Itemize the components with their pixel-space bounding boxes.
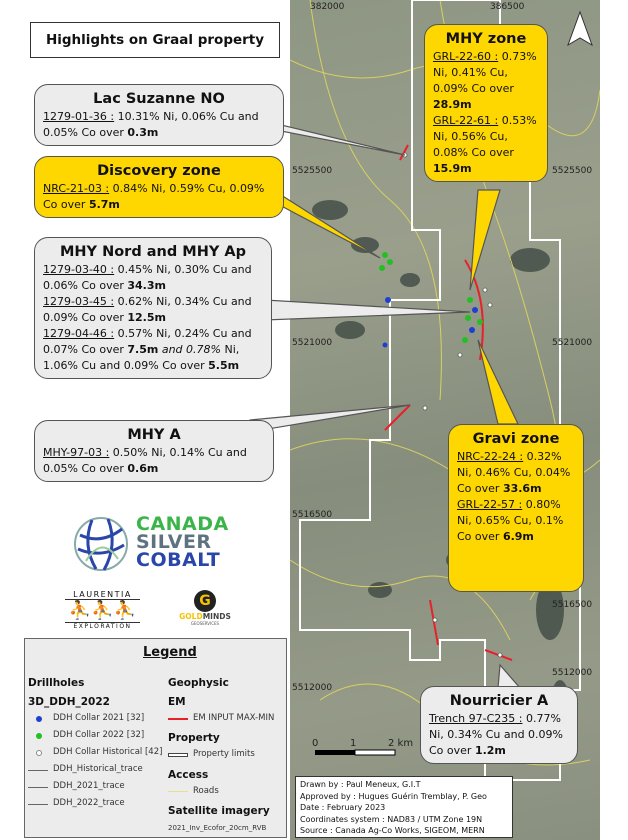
goldminds-icon: G	[194, 590, 216, 612]
interval: 0.6m	[127, 462, 159, 475]
hole-id: GRL-22-61 :	[433, 114, 499, 127]
coord-label: 5516500	[552, 600, 593, 610]
interval: 5.7m	[88, 198, 120, 211]
hole-id: Trench 97-C235 :	[429, 712, 523, 725]
callout-discovery-zone	[34, 156, 284, 218]
callout-mhy-a	[34, 420, 274, 482]
coord-label: 5525500	[552, 166, 593, 176]
trace-line-icon	[28, 787, 48, 788]
assay-text: 0.80% Ni, 0.65% Cu, 0.1% Co over	[457, 498, 564, 543]
collar-2021-icon	[36, 716, 42, 722]
assay-text: 0.84% Ni, 0.59% Cu, 0.09% Co over	[43, 182, 265, 211]
legend-item: EM INPUT MAX-MIN	[193, 713, 275, 723]
trace-line-icon	[28, 770, 48, 771]
coord-label: 5516500	[292, 510, 333, 520]
legend-item: 2021_Inv_Ecofor_20cm_RVB	[168, 824, 267, 832]
logo-text: GEOSERVICES	[190, 621, 220, 626]
coord-label: 382000	[310, 2, 345, 12]
legend-heading: Satellite imagery	[168, 805, 270, 817]
map-credits	[295, 776, 513, 838]
legend-heading: Drillholes	[28, 677, 85, 689]
callout-title: Lac Suzanne NO	[93, 91, 225, 107]
assay-text: 0.73% Ni, 0.41% Cu, 0.09% Co over	[433, 50, 537, 95]
scale-label: 0	[312, 738, 319, 749]
interval: 1.2m	[474, 744, 506, 757]
legend-heading: EM	[168, 696, 186, 708]
callout-title: Discovery zone	[97, 163, 221, 179]
interval: 34.3m	[127, 279, 166, 292]
legend-item: DDH_Historical_trace	[53, 764, 143, 774]
interval: 15.9m	[433, 162, 472, 175]
assay-text: and	[158, 343, 187, 356]
hole-id: MHY-97-03 :	[43, 446, 110, 459]
credit-line: Date : February 2023	[300, 803, 386, 812]
legend-title: Legend	[143, 645, 197, 660]
interval: 33.6m	[502, 482, 542, 495]
legend-item: DDH_2021_trace	[53, 781, 125, 791]
callout-lac-suzanne	[34, 84, 284, 146]
logo-text: MINDS	[202, 612, 231, 621]
coord-label: 5512000	[552, 668, 593, 678]
interval: 7.5m	[127, 343, 159, 356]
callout-title: MHY Nord and MHY Ap	[59, 244, 247, 260]
logo-text: COBALT	[136, 549, 221, 571]
credit-line: Drawn by : Paul Meneux, G.I.T	[300, 780, 421, 789]
legend-heading: Access	[168, 769, 209, 781]
property-limit-icon	[168, 753, 188, 757]
interval: 0.3m	[127, 126, 159, 139]
coord-label: 5512000	[292, 683, 333, 693]
coord-label: 386500	[490, 2, 525, 12]
coord-label: 5521000	[292, 338, 333, 348]
assay-text: 10.31% Ni, 0.06% Cu and 0.05% Co over	[43, 110, 259, 139]
interval: 6.9m	[502, 530, 534, 543]
legend-item: DDH Collar Historical [42]	[53, 747, 163, 757]
assay-text: 0.53% Ni, 0.56% Cu, 0.08% Co over	[433, 114, 537, 159]
interval: 5.5m	[208, 359, 240, 372]
legend-heading: Property	[168, 732, 220, 744]
assay-text: 0.57% Ni, 0.24% Cu and 0.07% Co over	[43, 327, 252, 356]
coord-label: 5521000	[552, 338, 593, 348]
assay-text: 0.50% Ni, 0.14% Cu and 0.05% Co over	[43, 446, 247, 475]
scale-label: 2 km	[388, 738, 414, 749]
page-title: Highlights on Graal property	[30, 22, 280, 58]
assay-text: 0.45% Ni, 0.30% Cu and 0.06% Co over	[43, 263, 252, 292]
legend-item: Roads	[193, 786, 219, 796]
trace-line-icon	[28, 804, 48, 805]
logo-text: EXPLORATION	[73, 623, 132, 630]
hikers-icon: ⛹⛹⛹	[65, 599, 140, 623]
legend-item: DDH_2022_trace	[53, 798, 125, 808]
callout-title: Gravi zone	[472, 431, 560, 447]
callout-mhy-zone	[424, 24, 548, 182]
assay-text: 0.62% Ni, 0.34% Cu and 0.09% Co over	[43, 295, 252, 324]
hole-id: 1279-03-40 :	[43, 263, 115, 276]
scale-label: 1	[350, 738, 357, 749]
logo-text: GOLD	[179, 612, 203, 621]
hole-id: 1279-01-36 :	[43, 110, 115, 123]
assay-text: 0.77% Ni, 0.34% Cu and 0.09% Co over	[429, 712, 564, 757]
legend-item: DDH Collar 2021 [32]	[53, 713, 145, 723]
credit-line: Approved by : Hugues Guérin Tremblay, P. Geo	[300, 791, 487, 801]
credit-line: Coordinates system : NAD83 / UTM Zone 19N	[300, 814, 483, 824]
interval: 12.5m	[127, 311, 166, 324]
goldminds-logo	[175, 590, 235, 626]
legend-item: DDH Collar 2022 [32]	[53, 730, 145, 740]
callout-title: MHY A	[127, 427, 181, 443]
legend	[24, 638, 287, 838]
legend-heading: 3D_DDH_2022	[28, 696, 110, 708]
hole-id: NRC-22-24 :	[457, 450, 524, 463]
assay-text: 0.32% Ni, 0.46% Cu, 0.04% Co over	[457, 450, 571, 495]
hole-id: GRL-22-60 :	[433, 50, 499, 63]
callout-nourricier-a	[420, 686, 578, 764]
interval: 28.9m	[433, 98, 472, 111]
coord-label: 5525500	[292, 166, 333, 176]
callout-mhy-nord	[34, 237, 272, 379]
collar-2022-icon	[36, 733, 42, 739]
logo-text: LAURENTIA	[73, 590, 132, 599]
hole-id: 1279-04-46 :	[43, 327, 115, 340]
callout-title: Nourricier A	[449, 693, 549, 709]
callout-gravi-zone	[448, 424, 584, 592]
legend-item: Property limits	[193, 749, 255, 759]
credit-line: Source : Canada Ag-Co Works, SIGEOM, MERN	[300, 826, 485, 835]
legend-heading: Geophysic	[168, 677, 229, 689]
hole-id: NRC-21-03 :	[43, 182, 110, 195]
assay-text: 0.78%	[186, 343, 221, 356]
globe-icon	[72, 515, 130, 573]
logo-text: CANADA	[136, 513, 229, 535]
road-line-icon	[168, 791, 188, 792]
hole-id: GRL-22-57 :	[457, 498, 523, 511]
em-line-icon	[168, 718, 188, 720]
assay-text: Ni, 1.06% Cu and 0.09% Co over	[43, 343, 240, 372]
collar-historical-icon	[36, 750, 42, 756]
laurentia-logo	[65, 590, 140, 630]
hole-id: 1279-03-45 :	[43, 295, 115, 308]
callout-title: MHY zone	[445, 31, 527, 47]
logo-text: SILVER	[136, 531, 212, 553]
